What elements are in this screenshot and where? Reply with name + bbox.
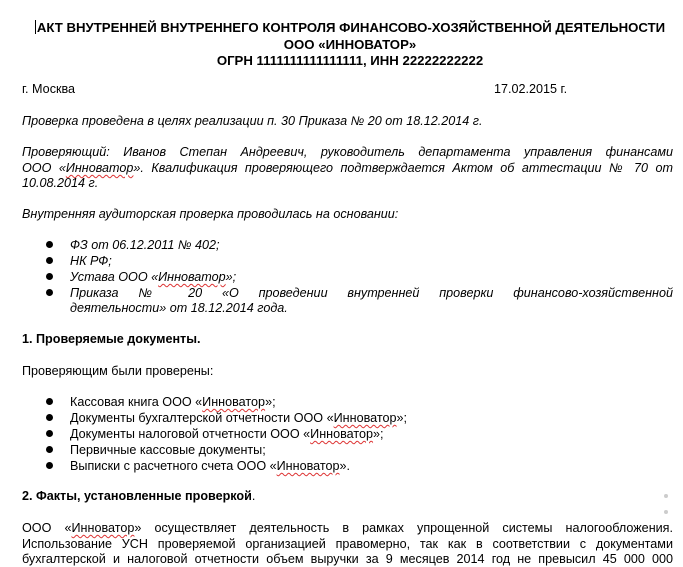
- basis-item-4-line-2: деятельности» от 18.12.2014 года.: [70, 301, 288, 315]
- facts-line-1: ООО «Инноватор» осуществляет деятельность в рамках упрощенной системы налогообложения.: [22, 521, 673, 535]
- checked-doc-2: Документы бухгалтерской отчетности ООО «Инноватор»;: [70, 411, 408, 425]
- place: г. Москва: [22, 82, 76, 96]
- company-name: Инноватор: [333, 411, 397, 425]
- checked-doc-4: Первичные кассовые документы;: [70, 443, 266, 457]
- bullet-icon: [46, 430, 53, 437]
- section-1-intro: Проверяющим были проверены:: [22, 364, 214, 378]
- bullet-icon: [46, 257, 53, 264]
- company-name: Инноватор: [71, 521, 135, 535]
- act-title-line-1: АКТ ВНУТРЕННЕЙ ВНУТРЕННЕГО КОНТРОЛЯ ФИНАНСОВО-ХОЗЯЙСТВЕННОЙ ДЕЯТЕЛЬНОСТИ: [36, 20, 666, 35]
- section-1-heading: 1. Проверяемые документы.: [22, 332, 201, 346]
- facts-line-3: бухгалтерской и налоговой отчетности объем выручки за 9 месяцев 2014 год не превысил 45 000 000: [22, 552, 673, 566]
- checked-doc-3: Документы налоговой отчетности ООО «Инноватор»;: [70, 427, 384, 441]
- facts-line-2: Использование УСН проверяемой организацией правомерно, так как в соответствии с документами: [22, 537, 673, 551]
- margin-mark: [664, 510, 668, 514]
- inspector-line-3: 10.08.2014 г.: [22, 176, 99, 190]
- purpose-text: Проверка проведена в целях реализации п. 30 Приказа № 20 от 18.12.2014 г.: [22, 114, 483, 128]
- bullet-icon: [46, 462, 53, 469]
- bullet-icon: [46, 414, 53, 421]
- basis-item-3: Устава ООО «Инноватор»;: [70, 270, 237, 284]
- act-title-registration: ОГРН 1111111111111111, ИНН 22222222222: [216, 53, 484, 68]
- margin-mark: [664, 494, 668, 498]
- basis-intro: Внутренняя аудиторская проверка проводилась на основании:: [22, 207, 399, 221]
- act-title-company: ООО «ИННОВАТОР»: [283, 37, 417, 52]
- company-name: Инноватор: [310, 427, 374, 441]
- text-cursor: [35, 20, 36, 34]
- company-name: Инноватор: [158, 270, 226, 284]
- checked-doc-5: Выписки с расчетного счета ООО «Инноватор».: [70, 459, 351, 473]
- bullet-icon: [46, 241, 53, 248]
- basis-item-1: ФЗ от 06.12.2011 № 402;: [70, 238, 220, 252]
- basis-item-4-line-1: Приказа № 20 «О проведении внутренней проверки финансово-хозяйственной: [70, 286, 673, 300]
- company-name: Инноватор: [65, 161, 134, 175]
- checked-doc-1: Кассовая книга ООО «Инноватор»;: [70, 395, 276, 409]
- act-date: 17.02.2015 г.: [494, 82, 568, 96]
- bullet-icon: [46, 273, 53, 280]
- basis-item-2: НК РФ;: [70, 254, 112, 268]
- bullet-icon: [46, 446, 53, 453]
- inspector-line-2: ООО «Инноватор». Квалификация проверяющего подтверждается Актом об аттестации № 70 от: [22, 161, 674, 175]
- bullet-icon: [46, 398, 53, 405]
- bullet-icon: [46, 289, 53, 296]
- company-name: Инноватор: [276, 459, 340, 473]
- section-2-heading: 2. Факты, установленные проверкой.: [22, 489, 256, 503]
- inspector-line-1: Проверяющий: Иванов Степан Андреевич, руководитель департамента управления финансами: [22, 145, 673, 159]
- company-name: Инноватор: [202, 395, 266, 409]
